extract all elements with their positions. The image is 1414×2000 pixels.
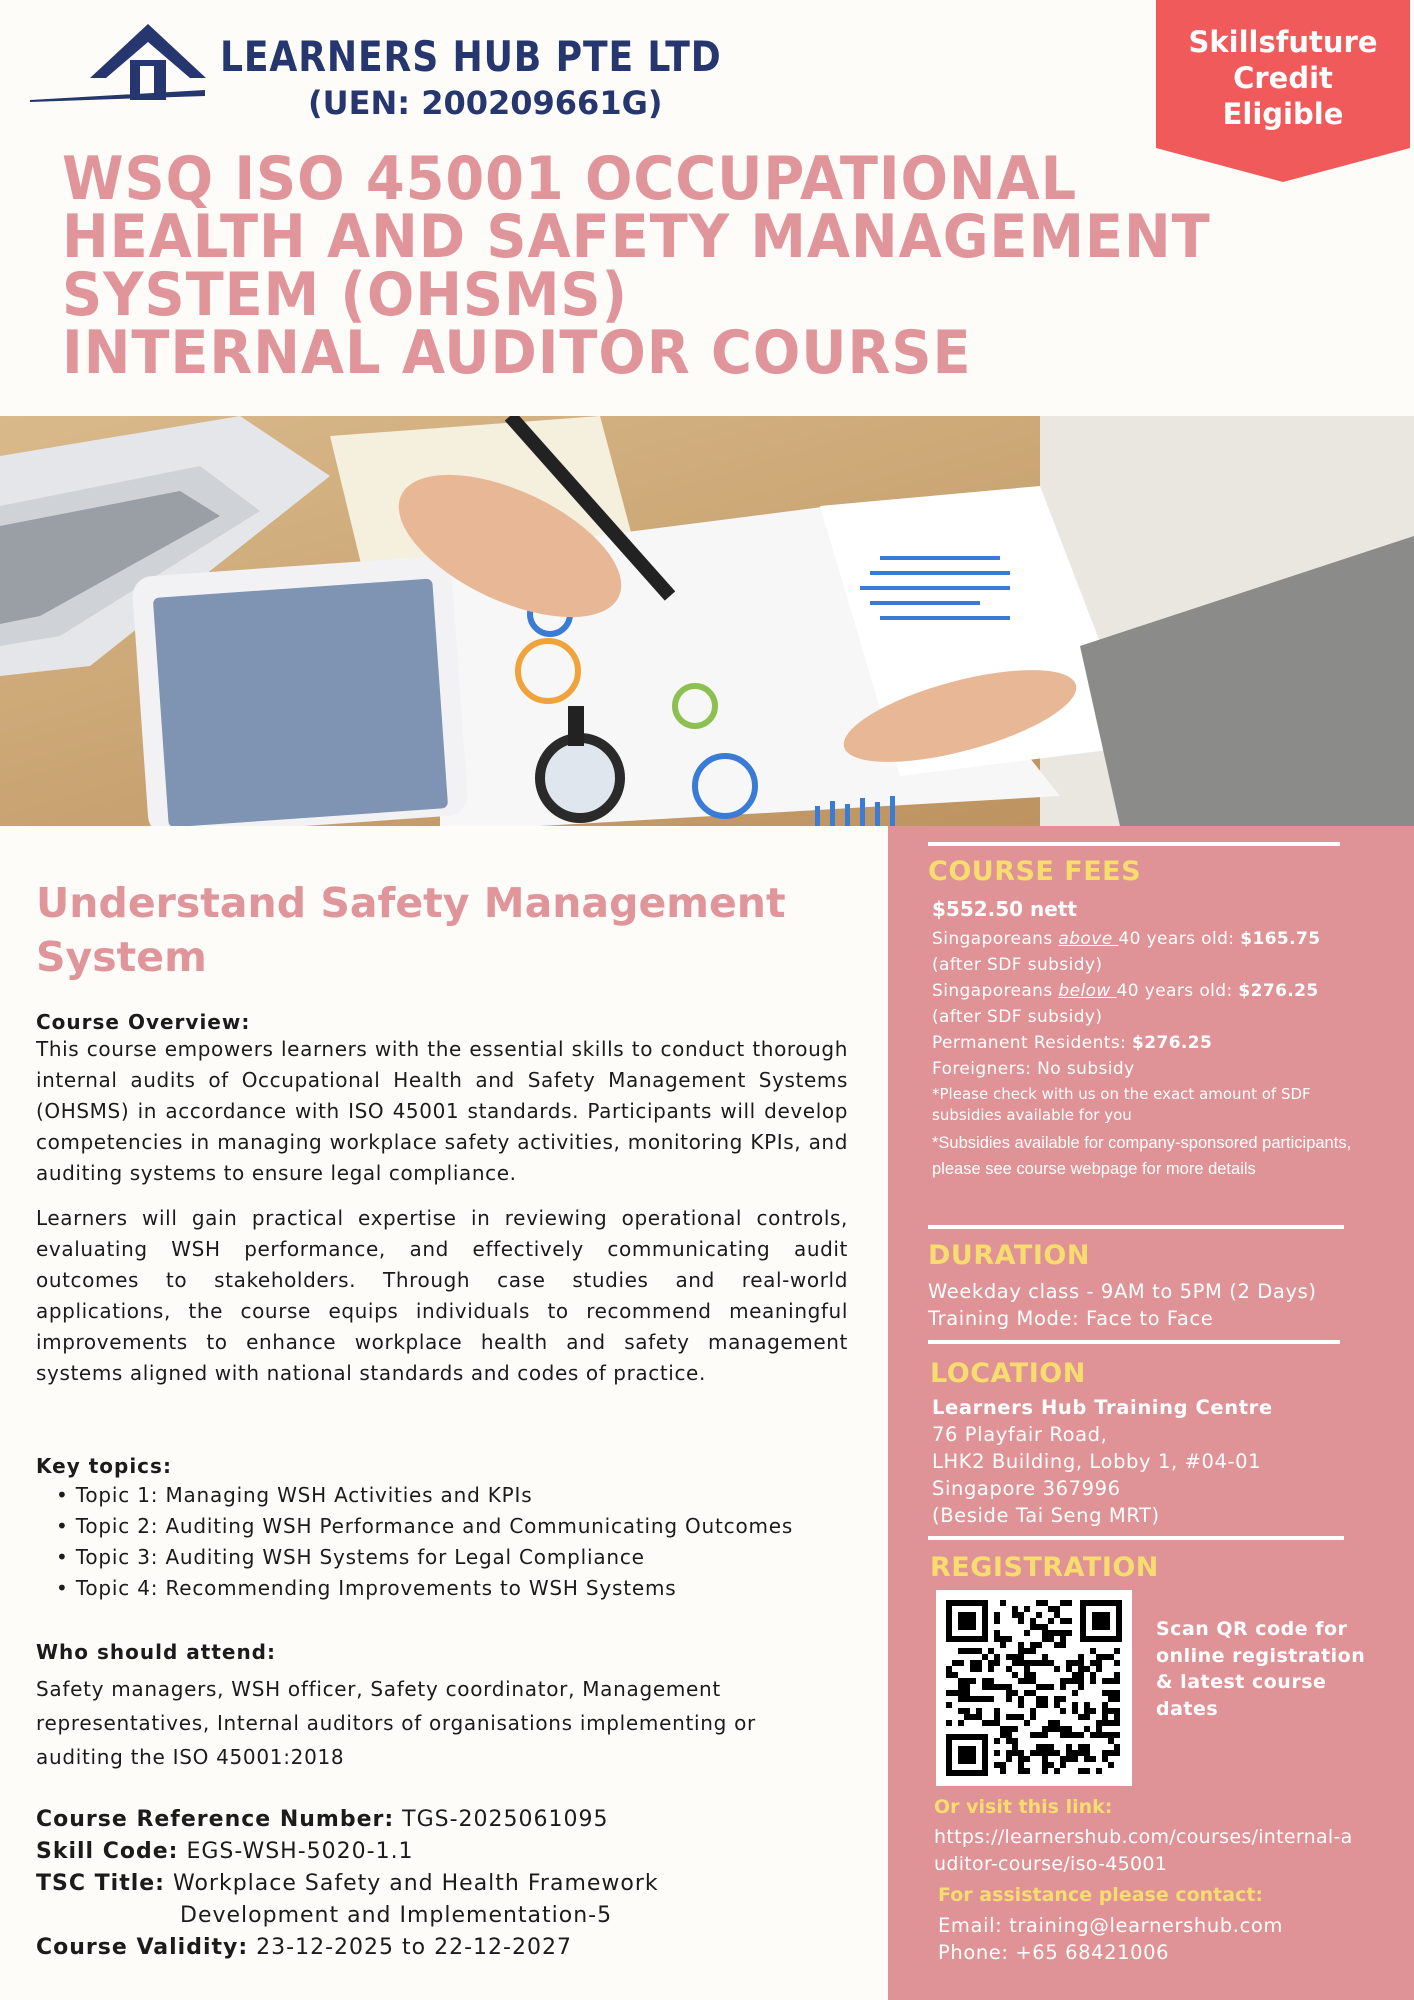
location-details: Learners Hub Training Centre 76 Playfair Road, LHK2 Building, Lobby 1, #04-01 Singapore 367996 (Beside Tai Seng MRT) bbox=[932, 1396, 1273, 1527]
overview-paragraph-1: This course empowers learners with the essential skills to conduct thorough internal audits of Occupational Health and Safety Management Systems (OHSMS) in accordance with ISO 45001 standards. Participants will develop competencies in managing workplace safety activities, monitoring KPIs, and auditing systems to ensure legal compliance. bbox=[36, 1037, 848, 1185]
divider bbox=[928, 842, 1340, 846]
tsc-title: TSC Title: Workplace Safety and Health Framework bbox=[36, 1871, 659, 1896]
fee-details: Singaporeans above 40 years old: $165.75 (after SDF subsidy) Singaporeans below 40 years old: $276.25 (after SDF subsidy) Permanent Residents: $276.25 Foreigners: No subsidy bbox=[932, 929, 1321, 1079]
course-title: WSQ ISO 45001 OCCUPATIONAL HEALTH AND SAFETY MANAGEMENT SYSTEM (OHSMS) INTERNAL AUDITOR COURSE bbox=[62, 144, 1211, 388]
contact-phone[interactable]: Phone: +65 68421006 bbox=[938, 1941, 1170, 1964]
visit-link-label: Or visit this link: bbox=[934, 1796, 1113, 1818]
contact-details bbox=[938, 1912, 1283, 1966]
registration-heading: REGISTRATION bbox=[930, 1552, 1159, 1583]
course-overview bbox=[36, 1010, 848, 1389]
divider bbox=[928, 1340, 1340, 1344]
fee-note-company: *Subsidies available for company-sponsored participants, please see course webpage for more details bbox=[932, 1134, 1352, 1178]
fee-note-sdf: *Please check with us on the exact amount of SDF subsidies available for you bbox=[932, 1085, 1311, 1124]
course-validity: Course Validity: 23-12-2025 to 22-12-2027 bbox=[36, 1935, 572, 1960]
overview-label: Course Overview: bbox=[36, 1010, 251, 1034]
key-topics-list bbox=[36, 1480, 793, 1604]
hero-office-photo bbox=[0, 416, 1414, 826]
list-item: • Topic 1: Managing WSH Activities and KPIs bbox=[36, 1480, 793, 1511]
contact-email[interactable]: Email: training@learnershub.com bbox=[938, 1914, 1284, 1937]
qr-caption: Scan QR code for online registration & latest course dates bbox=[1156, 1618, 1366, 1720]
divider bbox=[928, 1225, 1344, 1229]
who-should-attend-label: Who should attend: bbox=[36, 1640, 276, 1664]
fee-nett: $552.50 nett bbox=[932, 897, 1077, 921]
tsc-title-continued: Development and Implementation-5 bbox=[180, 1903, 613, 1928]
list-item: • Topic 2: Auditing WSH Performance and Communicating Outcomes bbox=[36, 1511, 793, 1542]
company-name: LEARNERS HUB PTE LTD bbox=[220, 32, 722, 81]
course-reference: Course Reference Number: TGS-2025061095 bbox=[36, 1807, 609, 1832]
house-logo-icon bbox=[30, 20, 220, 110]
skill-code: Skill Code: EGS-WSH-5020-1.1 bbox=[36, 1839, 414, 1864]
list-item: • Topic 4: Recommending Improvements to WSH Systems bbox=[36, 1573, 793, 1604]
divider bbox=[928, 1536, 1344, 1540]
who-should-attend-text: Safety managers, WSH officer, Safety coordinator, Management representatives, Internal auditors of organisations implementing or auditing the ISO 45001:2018 bbox=[36, 1677, 756, 1769]
company-uen: (UEN: 200209661G) bbox=[308, 84, 663, 122]
location-heading: LOCATION bbox=[930, 1358, 1086, 1389]
registration-qr-icon[interactable] bbox=[936, 1590, 1132, 1786]
company-logo bbox=[30, 20, 722, 130]
list-item: • Topic 3: Auditing WSH Systems for Legal Compliance bbox=[36, 1542, 793, 1573]
course-fees-heading: COURSE FEES bbox=[928, 856, 1142, 887]
assistance-label: For assistance please contact: bbox=[938, 1884, 1264, 1906]
duration-details: Weekday class - 9AM to 5PM (2 Days) Training Mode: Face to Face bbox=[928, 1280, 1317, 1330]
skillsfuture-badge-text: Skillsfuture Credit Eligible bbox=[1188, 25, 1378, 131]
key-topics-label: Key topics: bbox=[36, 1454, 172, 1478]
section-heading: Understand Safety Management System bbox=[36, 879, 786, 981]
duration-heading: DURATION bbox=[928, 1240, 1090, 1271]
registration-link[interactable]: https://learnershub.com/courses/internal-auditor-course/iso-45001 bbox=[934, 1826, 1353, 1875]
overview-paragraph-2: Learners will gain practical expertise in reviewing operational controls, evaluating WSH performance, and effectively communicating audit outcomes to stakeholders. Through case studies and real-world applications, the course equips individuals to recommend meaningful improvements to enhance workplace health and safety management systems aligned with national standards and codes of practice. bbox=[36, 1206, 848, 1385]
